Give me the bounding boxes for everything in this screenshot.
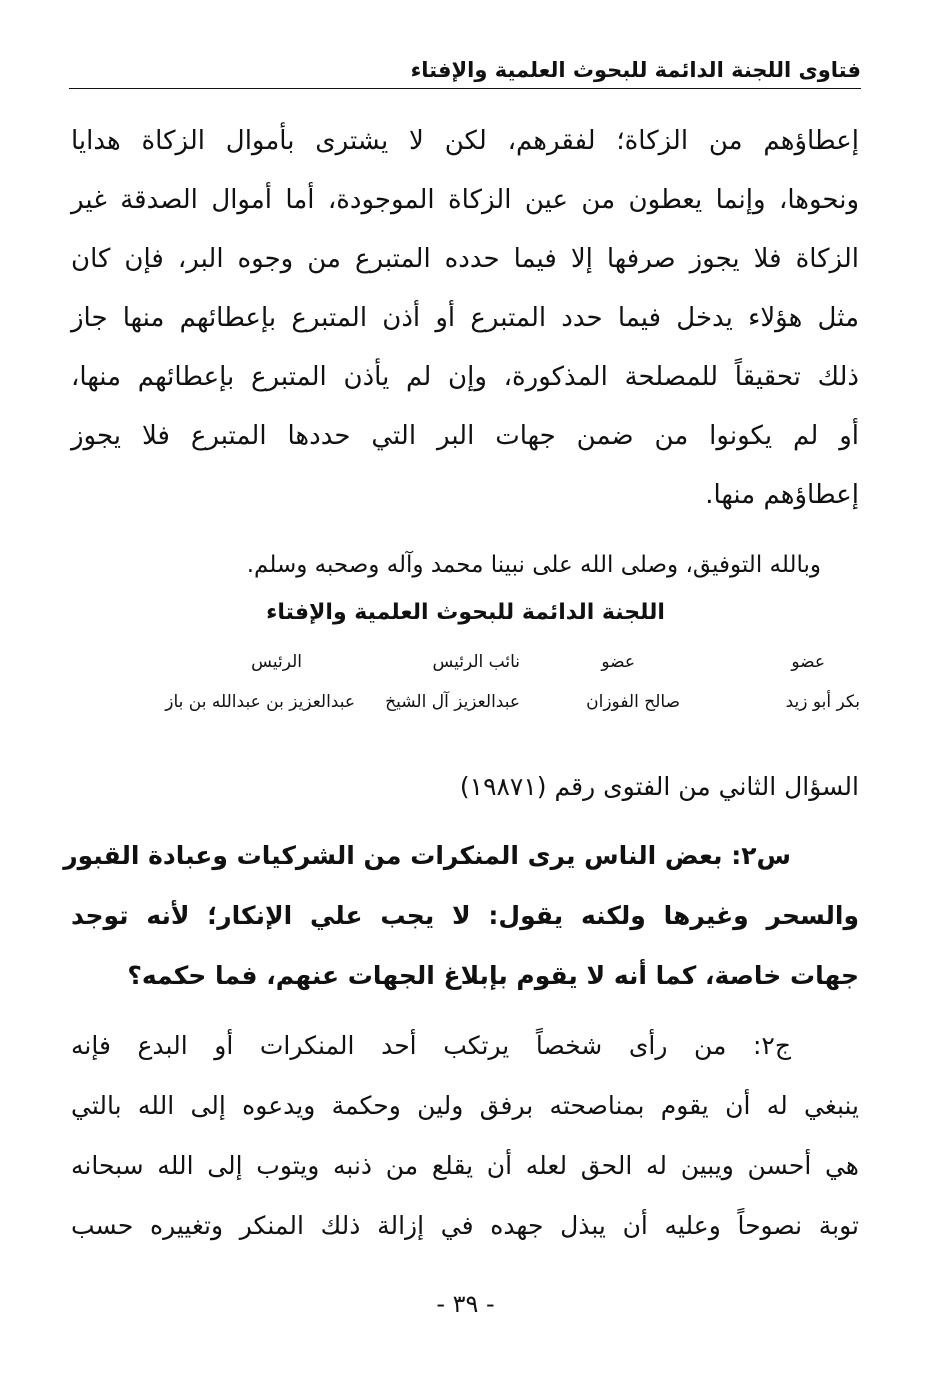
member-role: عضو bbox=[791, 652, 825, 672]
header-title: فتاوى اللجنة الدائمة للبحوث العلمية والإفتاء bbox=[403, 58, 861, 82]
committee-title: اللجنة الدائمة للبحوث العلمية والإفتاء bbox=[266, 600, 665, 625]
body-line: أو لم يكونوا من ضمن جهات البر التي حددها المتبرع فلا يجوز bbox=[71, 421, 859, 451]
member-name: عبدالعزيز بن عبدالله بن باز bbox=[165, 692, 355, 712]
member-name: بكر أبو زيد bbox=[785, 692, 860, 712]
page-number: - ٣٩ - bbox=[436, 1290, 495, 1318]
member-role: نائب الرئيس bbox=[432, 652, 520, 672]
closing-supplication: وبالله التوفيق، وصلى الله على نبينا محمد وآله وصحبه وسلم. bbox=[246, 552, 821, 578]
answer-line: هي أحسن ويبين له الحق لعله أن يقلع من ذنبه ويتوب إلى الله سبحانه bbox=[71, 1151, 859, 1180]
answer-line: توبة نصوحاً وعليه أن يبذل جهده في إزالة ذلك المنكر وتغييره حسب bbox=[71, 1211, 859, 1240]
question-line: س٢: بعض الناس يرى المنكرات من الشركيات وعبادة القبور bbox=[63, 841, 791, 870]
question-text bbox=[63, 826, 859, 1006]
answer-text bbox=[71, 1016, 859, 1256]
answer-line: ج٢: من رأى شخصاً يرتكب أحد المنكرات أو البدع فإنه bbox=[71, 1031, 791, 1060]
member-name: صالح الفوزان bbox=[586, 692, 680, 712]
answer-line: ينبغي له أن يقوم بمناصحته برفق ولين وحكمة ويدعوه إلى الله بالتي bbox=[71, 1091, 859, 1120]
running-header bbox=[69, 56, 861, 89]
body-line: إعطاؤهم من الزكاة؛ لفقرهم، لكن لا يشترى بأموال الزكاة هدايا bbox=[71, 126, 859, 156]
member-name: عبدالعزيز آل الشيخ bbox=[385, 692, 520, 712]
question-line: جهات خاصة، كما أنه لا يقوم بإبلاغ الجهات عنهم، فما حكمه؟ bbox=[127, 961, 859, 990]
body-line: ذلك تحقيقاً للمصلحة المذكورة، وإن لم يأذن المتبرع بإعطائهم منها، bbox=[71, 362, 859, 392]
body-line: مثل هؤلاء يدخل فيما حدد المتبرع أو أذن المتبرع بإعطائهم منها جاز bbox=[71, 303, 859, 333]
body-line: إعطاؤهم منها. bbox=[705, 480, 859, 510]
body-line: ونحوها، وإنما يعطون من عين الزكاة الموجودة، أما أموال الصدقة غير bbox=[71, 185, 859, 215]
member-role: عضو bbox=[601, 652, 635, 672]
member-role: الرئيس bbox=[251, 652, 302, 672]
fatwa-body bbox=[71, 112, 859, 525]
question-heading: السؤال الثاني من الفتوى رقم (١٩٨٧١) bbox=[459, 772, 859, 801]
question-line: والسحر وغيرها ولكنه يقول: لا يجب علي الإنكار؛ لأنه توجد bbox=[71, 901, 859, 930]
body-line: الزكاة فلا يجوز صرفها إلا فيما حدده المتبرع من وجوه البر، فإن كان bbox=[71, 244, 859, 274]
